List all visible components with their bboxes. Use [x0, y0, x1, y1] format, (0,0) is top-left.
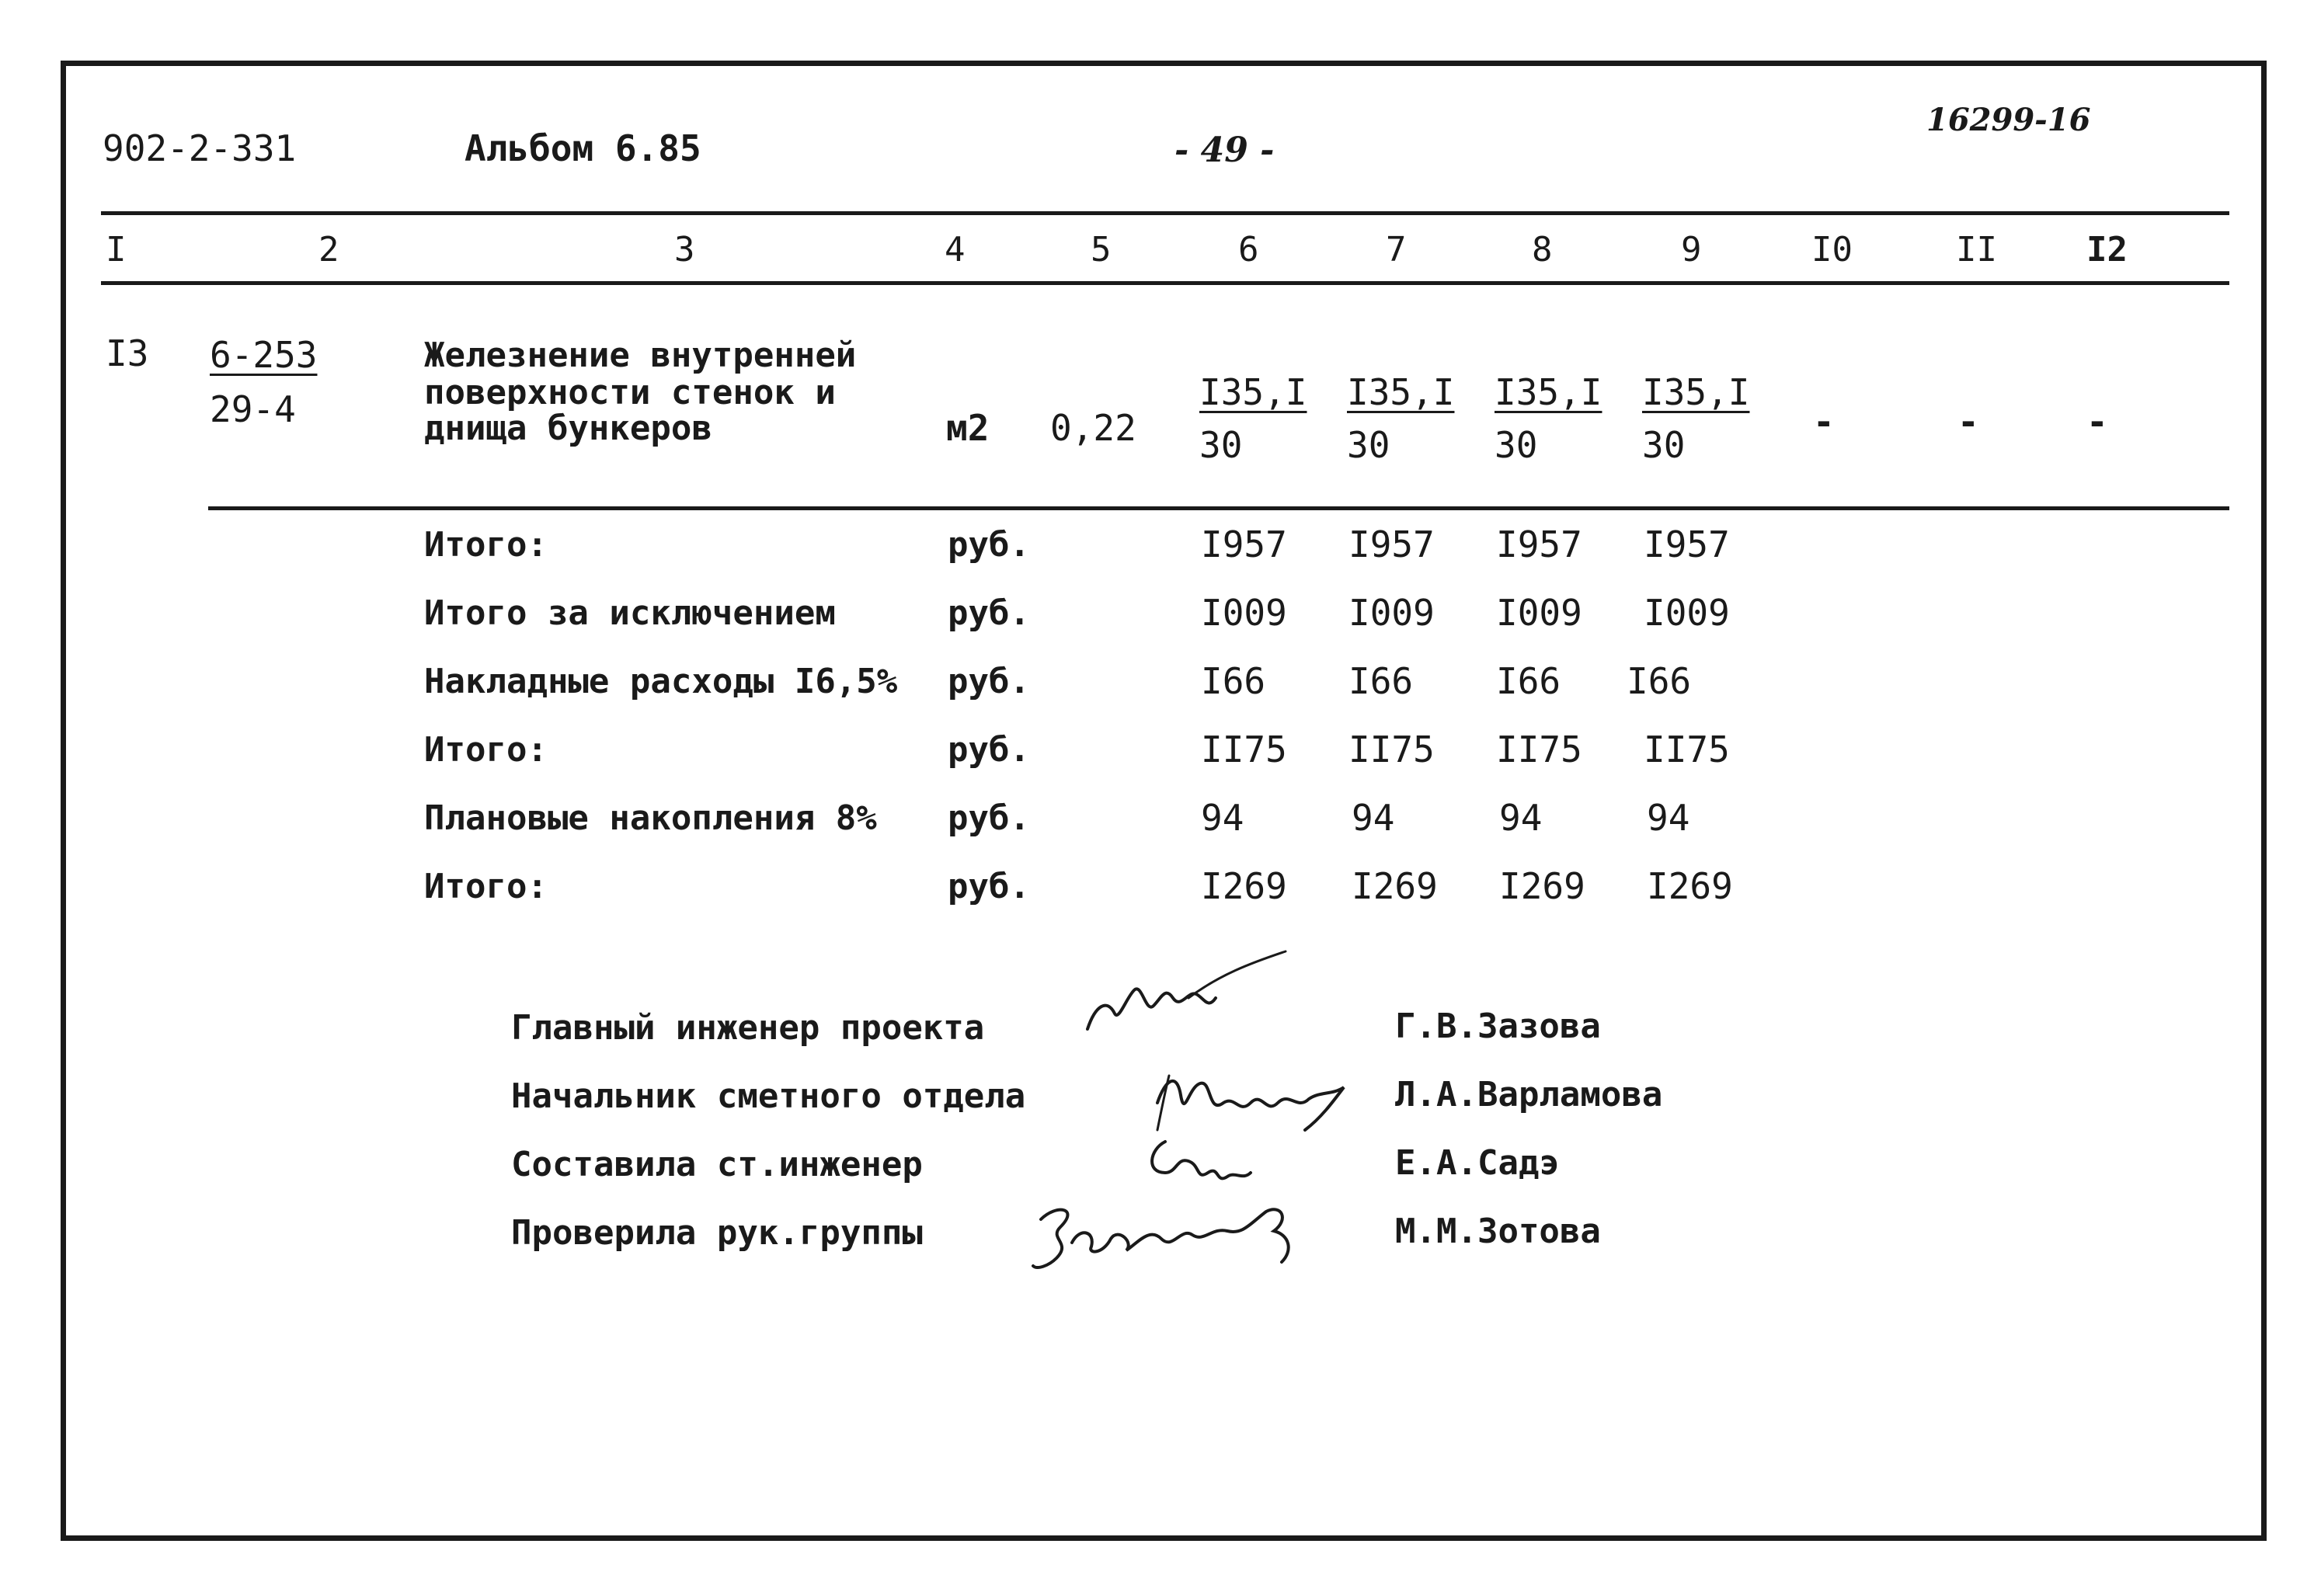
- totals-value-9: I009: [1644, 592, 1730, 634]
- totals-value-6: I66: [1201, 660, 1266, 702]
- totals-value-6: 94: [1201, 797, 1244, 839]
- totals-value-9: I269: [1647, 865, 1733, 907]
- item-value-8-bottom: 30: [1495, 424, 1538, 466]
- item-code-top: 6-253: [210, 334, 318, 376]
- totals-value-8: 94: [1499, 797, 1543, 839]
- totals-label: Плановые накопления 8%: [424, 798, 877, 838]
- totals-value-7: I269: [1352, 865, 1438, 907]
- column-number-10: I0: [1811, 230, 1853, 269]
- totals-label: Итого:: [424, 867, 548, 906]
- totals-value-9: I957: [1644, 523, 1730, 565]
- handwritten-signature-1: [1072, 944, 1297, 1045]
- column-number-7: 7: [1386, 230, 1407, 269]
- signature-title-head-of-department: Начальник сметного отдела: [511, 1076, 1026, 1116]
- item-number: I3: [106, 332, 149, 374]
- item-value-9-top: I35,I: [1642, 371, 1750, 413]
- totals-unit: руб.: [948, 525, 1030, 565]
- signature-name-chief-engineer: Г.В.Зазова: [1395, 1007, 1601, 1046]
- item-quantity: 0,22: [1050, 407, 1136, 449]
- totals-value-9: I66: [1627, 660, 1692, 702]
- totals-label: Накладные расходы I6,5%: [424, 662, 898, 701]
- totals-value-9: 94: [1647, 797, 1690, 839]
- archive-number: 16299-16: [1926, 102, 2091, 138]
- totals-label: Итого:: [424, 730, 548, 770]
- header-rule-bottom: [101, 281, 2229, 285]
- item-value-9-bottom: 30: [1642, 424, 1686, 466]
- column-number-11: II: [1956, 230, 1997, 269]
- column-number-3: 3: [674, 230, 695, 269]
- column-number-2: 2: [318, 230, 339, 269]
- column-number-1: I: [106, 230, 127, 269]
- totals-value-9: II75: [1644, 728, 1730, 770]
- totals-value-8: I009: [1496, 592, 1582, 634]
- signature-name-head-of-department: Л.А.Варламова: [1395, 1075, 1663, 1114]
- item-dash-12: -: [2086, 401, 2108, 443]
- signature-name-compiled-by: Е.А.Садэ: [1395, 1143, 1560, 1183]
- totals-value-7: I957: [1348, 523, 1435, 565]
- totals-label: Итого за исключением: [424, 593, 836, 633]
- signature-title-chief-engineer: Главный инженер проекта: [511, 1008, 985, 1048]
- totals-unit: руб.: [948, 730, 1030, 770]
- totals-value-8: I66: [1496, 660, 1561, 702]
- totals-value-8: I269: [1499, 865, 1585, 907]
- totals-value-6: I957: [1201, 523, 1287, 565]
- item-unit: м2: [946, 407, 990, 449]
- totals-value-8: I957: [1496, 523, 1582, 565]
- item-value-8-top: I35,I: [1495, 371, 1602, 413]
- totals-value-8: II75: [1496, 728, 1582, 770]
- item-code-bottom: 29-4: [210, 388, 296, 430]
- item-description-line-2: поверхности стенок и: [424, 373, 836, 412]
- item-description-line-3: днища бункеров: [424, 409, 712, 448]
- column-number-4: 4: [945, 230, 966, 269]
- column-number-9: 9: [1681, 230, 1702, 269]
- column-number-5: 5: [1091, 230, 1112, 269]
- item-description-line-1: Железнение внутренней: [424, 336, 857, 375]
- totals-unit: руб.: [948, 593, 1030, 633]
- header-rule-top: [101, 211, 2229, 215]
- signature-title-compiled-by: Составила ст.инженер: [511, 1145, 923, 1184]
- item-value-7-bottom: 30: [1347, 424, 1390, 466]
- item-value-6-top: I35,I: [1199, 371, 1307, 413]
- totals-value-6: I009: [1201, 592, 1287, 634]
- signature-name-checked-by: М.М.Зотова: [1395, 1212, 1601, 1251]
- signature-title-checked-by: Проверила рук.группы: [511, 1213, 923, 1253]
- totals-unit: руб.: [948, 662, 1030, 701]
- totals-value-7: I009: [1348, 592, 1435, 634]
- totals-value-6: II75: [1201, 728, 1287, 770]
- totals-value-7: 94: [1352, 797, 1395, 839]
- handwritten-signature-4: [1025, 1180, 1321, 1281]
- item-dash-11: -: [1957, 401, 1979, 443]
- column-number-12: I2: [2086, 230, 2128, 269]
- totals-value-7: I66: [1348, 660, 1414, 702]
- item-separator: [208, 506, 2229, 510]
- column-number-6: 6: [1238, 230, 1259, 269]
- item-dash-10: -: [1813, 401, 1835, 443]
- totals-unit: руб.: [948, 867, 1030, 906]
- totals-label: Итого:: [424, 525, 548, 565]
- album-label: Альбом 6.85: [465, 127, 701, 169]
- item-value-7-top: I35,I: [1347, 371, 1455, 413]
- column-number-8: 8: [1532, 230, 1553, 269]
- page-number: - 49 -: [1174, 130, 1275, 170]
- totals-value-6: I269: [1201, 865, 1287, 907]
- totals-unit: руб.: [948, 798, 1030, 838]
- document-code: 902-2-331: [103, 127, 297, 169]
- item-value-6-bottom: 30: [1199, 424, 1243, 466]
- totals-value-7: II75: [1348, 728, 1435, 770]
